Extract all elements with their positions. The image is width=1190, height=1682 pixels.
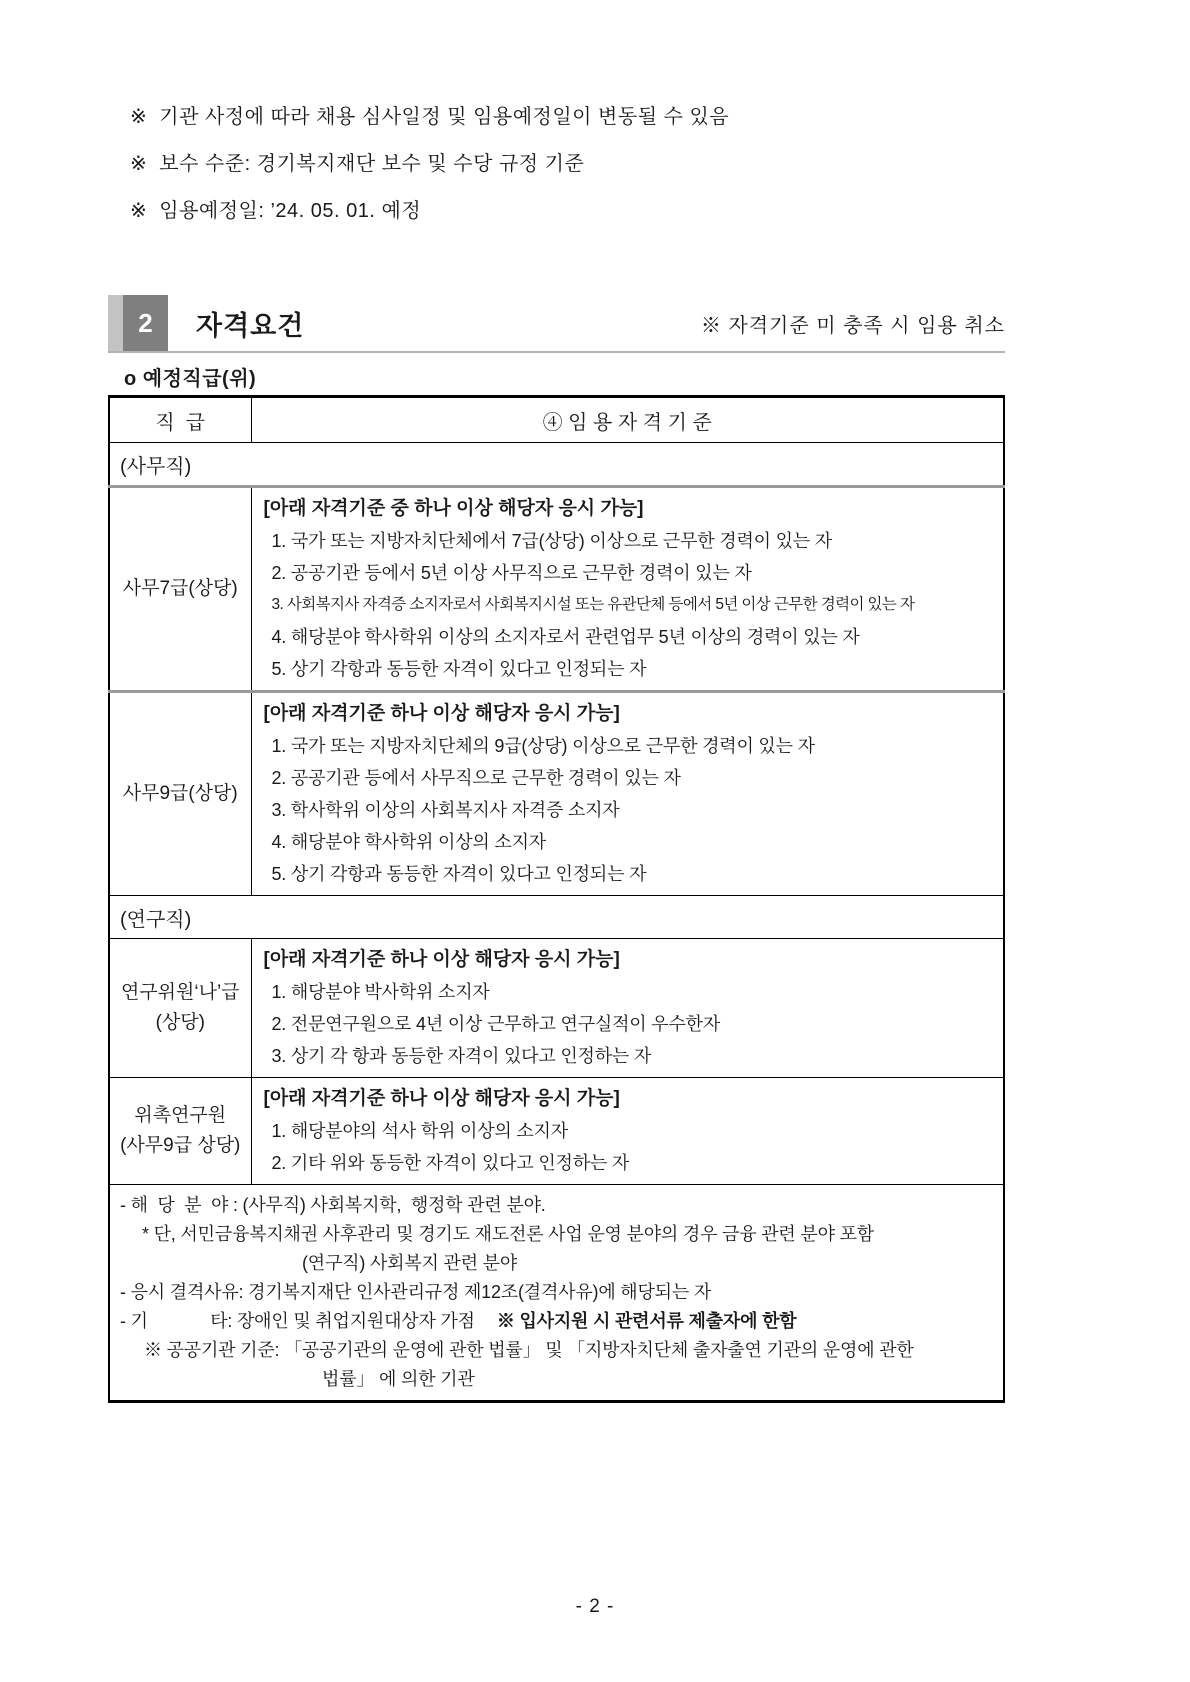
criteria-item: 4. 해당분야 학사학위 이상의 소지자 xyxy=(271,832,546,852)
footer-field-note: * 단, 서민금융복지채권 사후관리 및 경기도 재도전론 사업 운영 분야의 경우 금융 관련 분야 포함 xyxy=(142,1224,874,1244)
section-header xyxy=(108,295,1005,353)
footer-field-research: (연구직) 사회복지 관련 분야 xyxy=(302,1253,518,1273)
criteria-item: 1. 국가 또는 지방자치단체의 9급(상당) 이상으로 근무한 경력이 있는 자 xyxy=(271,736,815,756)
criteria-item: 2. 공공기관 등에서 5년 이상 사무직으로 근무한 경력이 있는 자 xyxy=(271,563,752,583)
grade-line: 연구위원‘나’급 xyxy=(120,982,240,1003)
footer-public-org: ※ 공공기관 기준: 「공공기관의 운영에 관한 법률」 및 「지방자치단체 출자출연 기관의 운영에 관한 xyxy=(144,1340,914,1360)
criteria-item: 4. 해당분야 학사학위 이상의 소지자로서 관련업무 5년 이상의 경력이 있는 자 xyxy=(271,627,860,647)
group-row-research xyxy=(109,896,1004,939)
criteria-header: [아래 자격기준 하나 이상 해당자 응시 가능] xyxy=(263,1088,620,1109)
grade-line: (사무9급 상당) xyxy=(120,1135,241,1156)
criteria-item: 5. 상기 각항과 동등한 자격이 있다고 인정되는 자 xyxy=(271,864,647,884)
note-text: 보수 수준: 경기복지재단 보수 및 수당 규정 기준 xyxy=(159,153,585,175)
grade-cell xyxy=(109,692,251,896)
reference-mark: ※ xyxy=(130,106,148,128)
section-number-badge xyxy=(108,295,168,351)
grade-line: 위촉연구원 xyxy=(134,1105,227,1126)
note-text: 임용예정일: ’24. 05. 01. 예정 xyxy=(159,200,422,222)
section-title: 자격요건 xyxy=(196,310,305,341)
criteria-item: 3. 학사학위 이상의 사회복지사 자격증 소지자 xyxy=(271,800,620,820)
grade-line: 사무9급(상당) xyxy=(122,783,238,804)
footer-public-org-wrap: 법률」 에 의한 기관 xyxy=(322,1369,475,1389)
criteria-item: 1. 해당분야의 석사 학위 이상의 소지자 xyxy=(271,1121,568,1141)
criteria-header: [아래 자격기준 중 하나 이상 해당자 응시 가능] xyxy=(263,498,644,519)
grade-cell xyxy=(109,1078,251,1185)
grade-cell xyxy=(109,487,251,692)
row-office-grade9 xyxy=(109,692,1004,896)
group-row-office xyxy=(109,443,1004,487)
criteria-header: [아래 자격기준 하나 이상 해당자 응시 가능] xyxy=(263,703,620,724)
grade-cell xyxy=(109,939,251,1078)
table-header-row xyxy=(109,397,1004,443)
group-label: (연구직) xyxy=(109,896,1004,939)
section-number: 2 xyxy=(123,295,168,351)
criteria-item: 1. 국가 또는 지방자치단체에서 7급(상당) 이상으로 근무한 경력이 있는 자 xyxy=(271,531,832,551)
criteria-cell xyxy=(251,1078,1004,1185)
criteria-cell xyxy=(251,939,1004,1078)
top-notes xyxy=(130,100,729,241)
footer-disqualification: - 응시 결격사유: 경기복지재단 인사관리규정 제12조(결격사유)에 해당되는 자 xyxy=(120,1282,712,1302)
criteria-item: 2. 공공기관 등에서 사무직으로 근무한 경력이 있는 자 xyxy=(271,768,681,788)
note-text: 기관 사정에 따라 채용 심사일정 및 임용예정일이 변동될 수 있음 xyxy=(159,106,730,128)
section-note: ※ 자격기준 미 충족 시 임용 취소 xyxy=(700,314,1005,337)
footer-etc-bold: ※ 입사지원 시 관련서류 제출자에 한함 xyxy=(496,1311,797,1331)
note-schedule xyxy=(130,100,729,129)
criteria-item: 1. 해당분야 박사학위 소지자 xyxy=(271,982,490,1002)
note-appointment-date xyxy=(130,194,729,223)
grade-line: 사무7급(상당) xyxy=(122,578,238,599)
group-label: (사무직) xyxy=(109,443,1004,487)
note-salary xyxy=(130,147,729,176)
criteria-cell xyxy=(251,692,1004,896)
col-header-grade: 직 급 xyxy=(109,397,251,443)
page-number: - 2 - xyxy=(575,1596,615,1617)
criteria-item: 2. 전문연구원으로 4년 이상 근무하고 연구실적이 우수한자 xyxy=(271,1014,721,1034)
row-office-grade7 xyxy=(109,487,1004,692)
row-commissioned-researcher xyxy=(109,1078,1004,1185)
reference-mark: ※ xyxy=(130,153,148,175)
criteria-item: 3. 상기 각 항과 동등한 자격이 있다고 인정하는 자 xyxy=(271,1046,652,1066)
table-footer-row xyxy=(109,1185,1004,1402)
row-research-fellow xyxy=(109,939,1004,1078)
col-header-criteria: ④ 임 용 자 격 기 준 xyxy=(251,397,1004,443)
reference-mark: ※ xyxy=(130,200,148,222)
table-footer xyxy=(109,1185,1004,1402)
criteria-item: 5. 상기 각항과 동등한 자격이 있다고 인정되는 자 xyxy=(271,659,647,679)
criteria-item: 2. 기타 위와 동등한 자격이 있다고 인정하는 자 xyxy=(271,1153,630,1173)
criteria-cell xyxy=(251,487,1004,692)
criteria-item: 3. 사회복지사 자격증 소지자로서 사회복지시설 또는 유관단체 등에서 5년 이상 근무한 경력이 있는 자 xyxy=(271,596,915,613)
criteria-header: [아래 자격기준 하나 이상 해당자 응시 가능] xyxy=(263,949,620,970)
grade-line: (상당) xyxy=(155,1012,205,1033)
badge-strip xyxy=(108,295,123,351)
footer-field: - 해 당 분 야 : (사무직) 사회복지학, 행정학 관련 분야. xyxy=(120,1195,546,1215)
footer-etc xyxy=(120,1307,993,1336)
qualification-table xyxy=(108,395,1005,1403)
footer-etc-text: - 기 타: 장애인 및 취업지원대상자 가점 xyxy=(120,1311,475,1331)
table-caption: o 예정직급(위) xyxy=(124,368,257,390)
